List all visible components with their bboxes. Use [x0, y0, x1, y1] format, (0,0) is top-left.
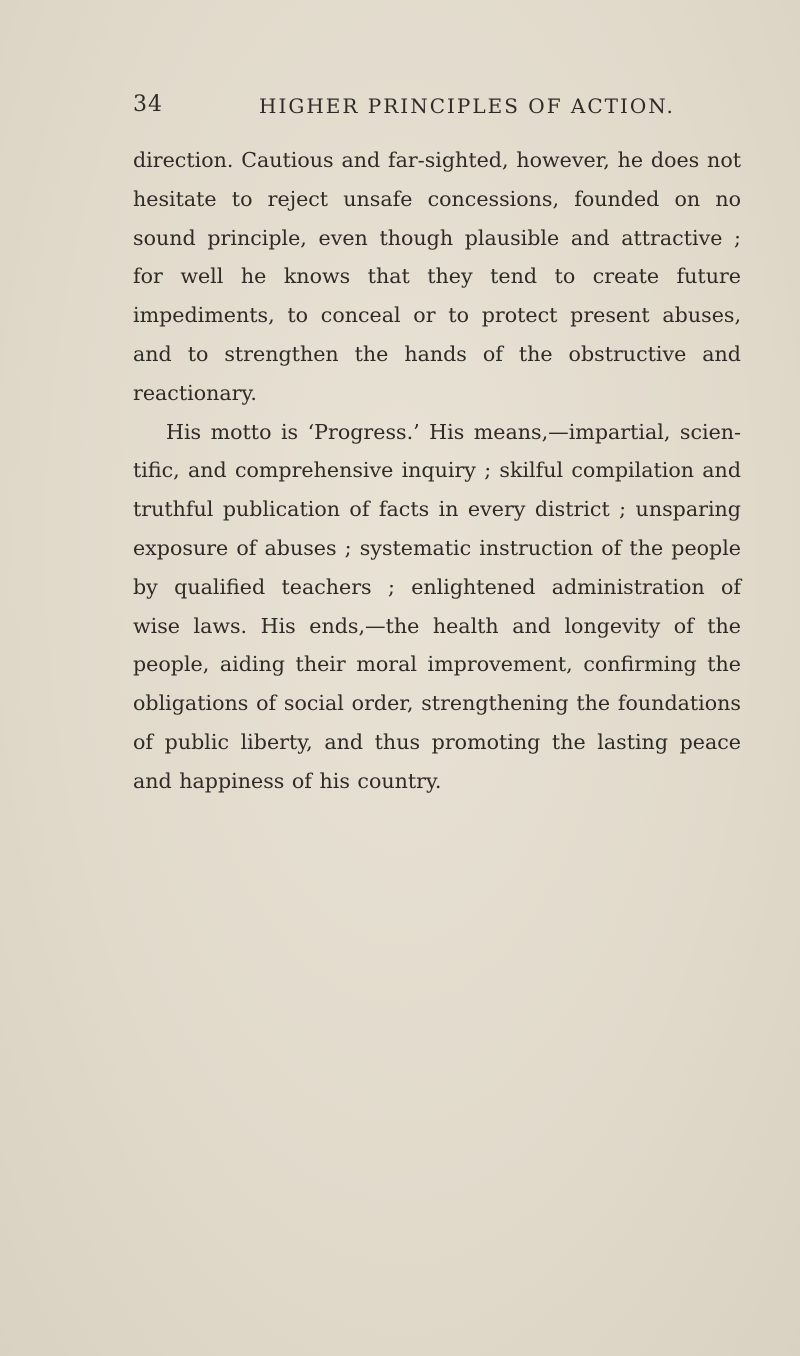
running-head — [133, 92, 741, 122]
paragraph: His motto is ‘Progress.’ His means,—impartial, scien-tific, and comprehensive inquiry ; skilful compilation and truthful publication of facts in every district ; unsparing exposure of abuses ; systematic instruction of the people by qualified teachers ; enlightened administration of wise laws. His ends,—the health and longevity of the people, aiding their moral improvement, confirming the obligations of social order, strengthening the foundations of public liberty, and thus promoting the lasting peace and happiness of his country. — [133, 419, 741, 793]
paragraph: direction. Cautious and far-sighted, however, he does not hesitate to reject unsafe concessions, founded on no sound principle, even though plausible and attractive ; for well he knows that they tend to create future impediments, to conceal or to protect present abuses, and to strengthen the hands of the obstructive and reactionary. — [133, 148, 741, 405]
running-title: HIGHER PRINCIPLES OF ACTION. — [259, 94, 675, 118]
body-text — [133, 141, 741, 801]
page-number: 34 — [133, 92, 163, 117]
